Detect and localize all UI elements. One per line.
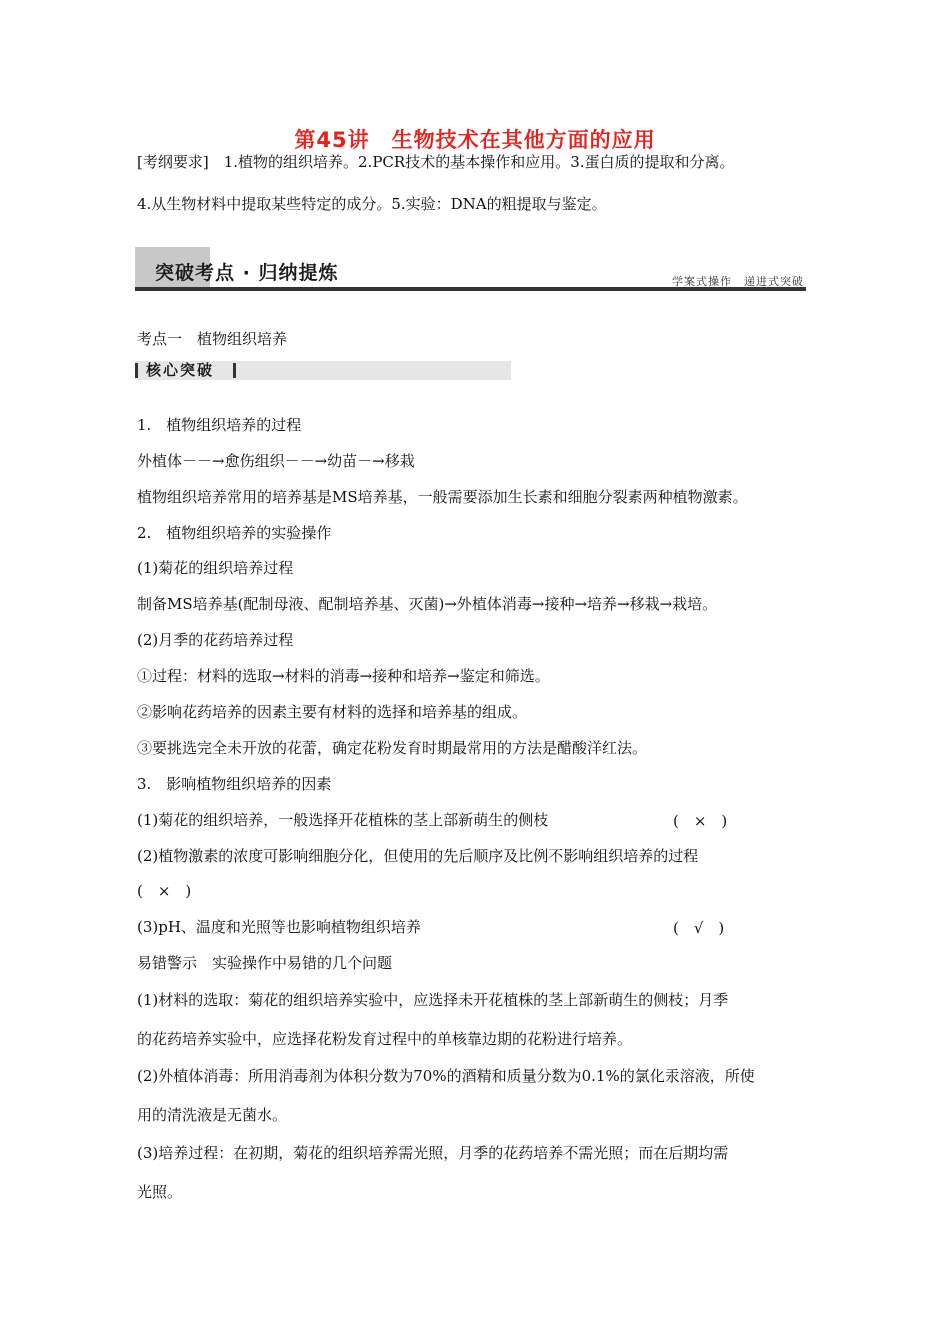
section-banner <box>135 247 806 293</box>
text-line: 1. 植物组织培养的过程 <box>137 416 302 434</box>
text-line: ③要挑选完全未开放的花蕾，确定花粉发育时期最常用的方法是醋酸洋红法。 <box>137 739 648 757</box>
warning-heading: 易错警示 实验操作中易错的几个问题 <box>137 954 393 972</box>
core-label-box <box>135 361 511 380</box>
core-right-bar <box>233 363 236 378</box>
text-line: 植物组织培养常用的培养基是MS培养基，一般需要添加生长素和细胞分裂素两种植物激素。 <box>137 488 748 506</box>
banner-heading: 突破考点 · 归纳提炼 <box>155 262 339 284</box>
text-line: (2)外植体消毒：所用消毒剂为体积分数为70%的酒精和质量分数为0.1%的氯化汞溶液，所使 <box>137 1067 755 1085</box>
text-line: 用的清洗液是无菌水。 <box>137 1106 288 1124</box>
text-line: (3)培养过程：在初期，菊花的组织培养需光照，月季的花药培养不需光照；而在后期均需 <box>137 1144 729 1162</box>
lecture-title: 第45讲 生物技术在其他方面的应用 <box>294 128 656 152</box>
text-line: 2. 植物组织培养的实验操作 <box>137 524 332 542</box>
text-line: 制备MS培养基(配制母液、配制培养基、灭菌)→外植体消毒→接种→培养→移栽→栽培。 <box>137 595 718 613</box>
text-line: 3. 影响植物组织培养的因素 <box>137 775 332 793</box>
judgment-item-2: (2)植物激素的浓度可影响细胞分化，但使用的先后顺序及比例不影响组织培养的过程 <box>137 847 699 865</box>
text-line: 外植体－－→愈伤组织－－→幼苗－→移栽 <box>137 452 415 470</box>
requirements-line-1: [考纲要求] 1.植物的组织培养。2.PCR技术的基本操作和应用。3.蛋白质的提取和分离。 <box>137 153 735 171</box>
text-line: (2)月季的花药培养过程 <box>137 631 294 649</box>
requirements-line-2: 4.从生物材料中提取某些特定的成分。5.实验：DNA的粗提取与鉴定。 <box>137 195 607 213</box>
text-line: (1)菊花的组织培养过程 <box>137 559 294 577</box>
judgment-mark-3: ( √ ) <box>673 919 725 937</box>
judgment-mark-1: ( × ) <box>673 812 728 830</box>
text-line: 的花药培养实验中，应选择花粉发育过程中的单核靠边期的花粉进行培养。 <box>137 1030 633 1048</box>
banner-subtitle: 学案式操作 递进式突破 <box>672 275 804 288</box>
judgment-item-3: (3)pH、温度和光照等也影响植物组织培养 <box>137 918 421 936</box>
judgment-item-1: (1)菊花的组织培养，一般选择开花植株的茎上部新萌生的侧枝 <box>137 811 549 829</box>
section-title: 考点一 植物组织培养 <box>137 330 288 348</box>
text-line: 光照。 <box>137 1183 183 1201</box>
text-line: (1)材料的选取：菊花的组织培养实验中，应选择未开花植株的茎上部新萌生的侧枝；月季 <box>137 991 729 1009</box>
judgment-mark-2: ( × ) <box>137 882 192 900</box>
core-label: 核心突破 <box>146 361 215 379</box>
text-line: ①过程：材料的选取→材料的消毒→接种和培养→鉴定和筛选。 <box>137 667 550 685</box>
core-left-bar <box>135 363 138 378</box>
text-line: ②影响花药培养的因素主要有材料的选择和培养基的组成。 <box>137 703 528 721</box>
